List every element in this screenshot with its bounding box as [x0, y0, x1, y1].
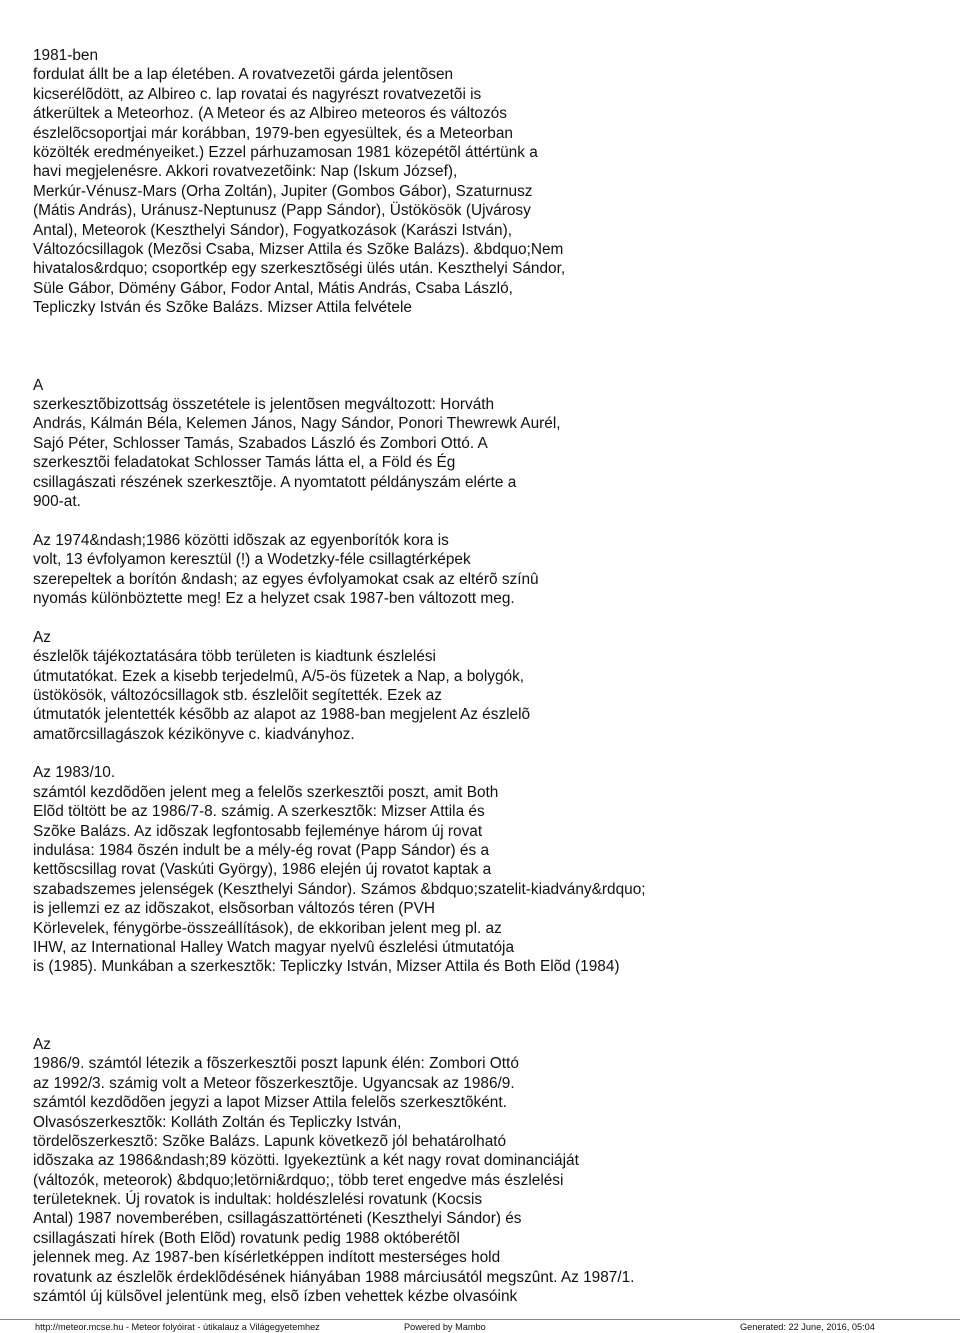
footer-powered-by: Powered by Mambo [404, 1322, 486, 1332]
text-line: kettõscsillag rovat (Vaskúti György), 1986 elején új rovatot kaptak a [33, 861, 492, 879]
text-line: rovatunk az észlelõk érdeklõdésének hiányában 1988 márciusától megszûnt. Az 1987/1. [33, 1268, 635, 1286]
text-line: Antal) 1987 novemberében, csillagászattörténeti (Keszthelyi Sándor) és [33, 1210, 522, 1228]
text-line: volt, 13 évfolyamon keresztül (!) a Wodetzky-féle csillagtérképek [33, 551, 471, 569]
text-line: az 1992/3. számig volt a Meteor fõszerkesztõje. Ugyancsak az 1986/9. [33, 1074, 515, 1092]
text-line: üstökösök, változócsillagok stb. észlelõit segítették. Ezek az [33, 686, 442, 704]
text-line: jelennek meg. Az 1987-ben kísérletképpen indított mesterséges hold [33, 1249, 501, 1267]
text-line: szerkesztõi feladatokat Schlosser Tamás látta el, a Föld és Ég [33, 454, 456, 472]
text-line: Tepliczky István és Szõke Balázs. Mizser Attila felvétele [33, 299, 412, 317]
footer-site-link[interactable]: http://meteor.mcse.hu - Meteor folyóirat - útikalauz a Világegyetemhez [35, 1322, 320, 1332]
paragraph-spacer [33, 511, 933, 530]
article-body [33, 46, 933, 1306]
paragraph-1986 [33, 1035, 933, 1306]
text-line: Az 1974&ndash;1986 közötti idõszak az egyenborítók kora is [33, 531, 449, 549]
text-line: hivatalos&rdquo; csoportkép egy szerkesztõségi ülés után. Keszthelyi Sándor, [33, 260, 566, 278]
text-line: Olvasószerkesztõk: Kolláth Zoltán és Tepliczky István, [33, 1113, 402, 1131]
text-line: területeknek. Új rovatok is indultak: holdészlelési rovatunk (Kocsis [33, 1191, 483, 1209]
text-line: A [33, 376, 44, 394]
text-line: számtól kezdõdõen jelent meg a felelõs szerkesztõi poszt, amit Both [33, 783, 499, 801]
text-line: szerepeltek a borítón &ndash; az egyes évfolyamokat csak az eltérõ színû [33, 570, 539, 588]
text-line: közölték eredményeiket.) Ezzel párhuzamosan 1981 közepétõl áttértünk a [33, 143, 538, 161]
text-line: észlelõcsoportjai már korábban, 1979-ben egyesültek, és a Meteorban [33, 124, 513, 142]
text-line: Változócsillagok (Mezõsi Csaba, Mizser Attila és Szõke Balázs). &bdquo;Nem [33, 240, 564, 258]
text-line: szabadszemes jelenségek (Keszthelyi Sándor). Számos &bdquo;szatelit-kiadvány&rdquo; [33, 880, 646, 898]
text-line: Az 1983/10. [33, 764, 116, 782]
text-line: nyomás különböztette meg! Ez a helyzet csak 1987-ben változott meg. [33, 589, 515, 607]
text-line: átkerültek a Meteorhoz. (A Meteor és az Albireo meteoros és változós [33, 105, 507, 123]
text-line: 900-at. [33, 493, 81, 510]
text-line: 1981-ben [33, 47, 99, 64]
text-line: kicserélõdött, az Albireo c. lap rovatai és nagyrészt rovatvezetõi is [33, 85, 482, 103]
text-line: is jellemzi ez az idõszakot, elsõsorban változós téren (PVH [33, 900, 436, 918]
text-line: útmutatókat. Ezek a kisebb terjedelmû, A/5-ös füzetek a Nap, a bolygók, [33, 667, 525, 685]
text-line: számtól új külsõvel jelentünk meg, elsõ ízben vehettek kézbe olvasóink [33, 1288, 518, 1306]
photo-placeholder-gap [33, 317, 933, 375]
text-line: Elõd töltött be az 1986/7-8. számig. A szerkesztõk: Mizser Attila és [33, 803, 485, 821]
text-line: Süle Gábor, Dömény Gábor, Fodor Antal, Mátis András, Csaba László, [33, 279, 513, 297]
text-line: havi megjelenésre. Akkori rovatvezetõink: Nap (Iskum József), [33, 163, 458, 181]
text-line: csillagászati részének szerkesztõje. A nyomtatott példányszám elérte a [33, 473, 517, 491]
text-line: Sajó Péter, Schlosser Tamás, Szabados László és Zombori Ottó. A [33, 434, 488, 452]
text-line: útmutatók jelentették késõbb az alapot az 1988-ban megjelent Az észlelõ [33, 706, 531, 724]
paragraph-1983 [33, 763, 933, 976]
text-line: tördelõszerkesztõ: Szõke Balázs. Lapunk következõ jól behatárolható [33, 1132, 507, 1150]
text-line: IHW, az International Halley Watch magyar nyelvû észlelési útmutatója [33, 938, 515, 956]
text-line: is (1985). Munkában a szerkesztõk: Tepliczky István, Mizser Attila és Both Elõd (1984) [33, 958, 620, 976]
footer-generated-date: Generated: 22 June, 2016, 05:04 [740, 1322, 875, 1332]
text-line: fordulat állt be a lap életében. A rovatvezetõi gárda jelentõsen [33, 66, 454, 84]
paragraph-guides [33, 628, 933, 744]
text-line: Szõke Balázs. Az idõszak legfontosabb fejleménye három új rovat [33, 822, 483, 840]
text-line: Az [33, 1035, 51, 1053]
text-line: szerkesztõbizottság összetétele is jelentõsen megváltozott: Horváth [33, 396, 495, 414]
text-line: amatõrcsillagászok kézikönyve c. kiadványhoz. [33, 725, 355, 743]
text-line: 1986/9. számtól létezik a fõszerkesztõi poszt lapunk élén: Zombori Ottó [33, 1055, 519, 1073]
page-footer [0, 1319, 960, 1333]
text-line: Körlevelek, fénygörbe-összeállítások), de ekkoriban jelent meg pl. az [33, 919, 502, 937]
paragraph-covers [33, 531, 933, 609]
text-line: Antal), Meteorok (Keszthelyi Sándor), Fogyatkozások (Karászi István), [33, 221, 513, 239]
text-line: Merkúr-Vénusz-Mars (Orha Zoltán), Jupiter (Gombos Gábor), Szaturnusz [33, 182, 533, 200]
text-line: idõszaka az 1986&ndash;89 közötti. Igyekeztünk a két nagy rovat dominanciáját [33, 1152, 579, 1170]
paragraph-1981 [33, 46, 933, 317]
photo-placeholder-gap [33, 977, 933, 1035]
text-line: számtól kezdõdõen jegyzi a lapot Mizser Attila felelõs szerkesztõként. [33, 1094, 507, 1112]
text-line: (változók, meteorok) &bdquo;letörni&rdquo;, több teret engedve más észlelési [33, 1171, 564, 1189]
paragraph-editorial-board [33, 376, 933, 512]
text-line: András, Kálmán Béla, Kelemen János, Nagy Sándor, Ponori Thewrewk Aurél, [33, 415, 561, 433]
text-line: Az [33, 628, 51, 646]
paragraph-spacer [33, 744, 933, 763]
text-line: (Mátis András), Uránusz-Neptunusz (Papp Sándor), Üstökösök (Ujvárosy [33, 202, 531, 220]
paragraph-spacer [33, 608, 933, 627]
text-line: észlelõk tájékoztatására több területen is kiadtunk észlelési [33, 648, 436, 666]
text-line: csillagászati hírek (Both Elõd) rovatunk pedig 1988 októberétõl [33, 1229, 460, 1247]
text-line: indulása: 1984 õszén indult be a mély-ég rovat (Papp Sándor) és a [33, 842, 490, 860]
